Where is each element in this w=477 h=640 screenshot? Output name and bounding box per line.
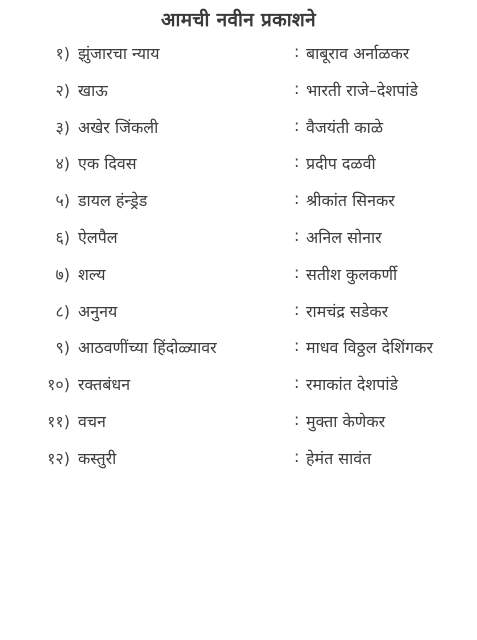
book-author: सतीश कुलकर्णी	[306, 264, 398, 284]
item-number: १०)	[47, 375, 70, 395]
item-number: २)	[55, 80, 70, 100]
list-item	[0, 336, 477, 373]
item-number: ३)	[55, 117, 70, 137]
book-author: रमाकांत देशपांडे	[306, 375, 399, 395]
book-title: खाऊ	[78, 80, 108, 100]
item-number: ९)	[55, 338, 70, 358]
item-number: ७)	[55, 264, 70, 284]
book-title: एक दिवस	[78, 154, 137, 174]
list-item	[0, 447, 477, 484]
book-author: माधव विठ्ठल देशिंगकर	[306, 338, 434, 358]
separator: :	[294, 225, 300, 245]
book-title: रक्तबंधन	[78, 375, 131, 395]
list-item	[0, 226, 477, 263]
book-list	[0, 42, 477, 484]
book-title: वचन	[78, 411, 106, 431]
book-title: ऐलपैल	[78, 227, 118, 247]
separator: :	[294, 299, 300, 319]
list-item	[0, 263, 477, 300]
item-number: ४)	[55, 154, 70, 174]
page-title: आमची नवीन प्रकाशने	[161, 9, 316, 31]
item-number: ८)	[55, 301, 70, 321]
book-author: बाबूराव अर्नाळकर	[306, 44, 410, 63]
book-title: झुंजारचा न्याय	[78, 44, 160, 63]
separator: :	[294, 336, 300, 356]
list-item	[0, 152, 477, 189]
book-author: हेमंत सावंत	[306, 448, 372, 468]
separator: :	[294, 262, 300, 282]
separator: :	[294, 115, 300, 135]
item-number: १२)	[47, 448, 70, 468]
item-number: ५)	[55, 191, 70, 211]
list-item	[0, 410, 477, 447]
separator: :	[294, 409, 300, 429]
book-author: श्रीकांत सिनकर	[306, 191, 395, 211]
book-author: वैजयंती काळे	[306, 117, 383, 137]
list-item	[0, 373, 477, 410]
book-author: मुक्ता केणेकर	[306, 411, 386, 431]
book-author: अनिल सोनार	[306, 227, 382, 247]
book-author: भारती राजे–देशपांडे	[306, 80, 419, 100]
book-title: अनुनय	[78, 301, 118, 321]
item-number: ६)	[55, 227, 70, 247]
book-title: आठवणींच्या हिंदोळ्यावर	[78, 338, 217, 358]
separator: :	[294, 446, 300, 466]
separator: :	[294, 42, 300, 61]
book-title: डायल हंन्ड्रेड	[78, 191, 148, 211]
separator: :	[294, 189, 300, 209]
separator: :	[294, 373, 300, 393]
list-item	[0, 79, 477, 116]
list-item	[0, 42, 477, 79]
book-title: शल्य	[78, 264, 106, 284]
book-title: अखेर जिंकली	[78, 117, 159, 137]
item-number: १)	[55, 44, 70, 63]
list-item	[0, 189, 477, 226]
list-item	[0, 116, 477, 153]
book-title: कस्तुरी	[78, 448, 117, 468]
book-author: प्रदीप दळवी	[306, 154, 376, 174]
book-author: रामचंद्र सडेकर	[306, 301, 389, 321]
list-item	[0, 300, 477, 337]
separator: :	[294, 78, 300, 98]
item-number: ११)	[47, 411, 70, 431]
separator: :	[294, 152, 300, 172]
